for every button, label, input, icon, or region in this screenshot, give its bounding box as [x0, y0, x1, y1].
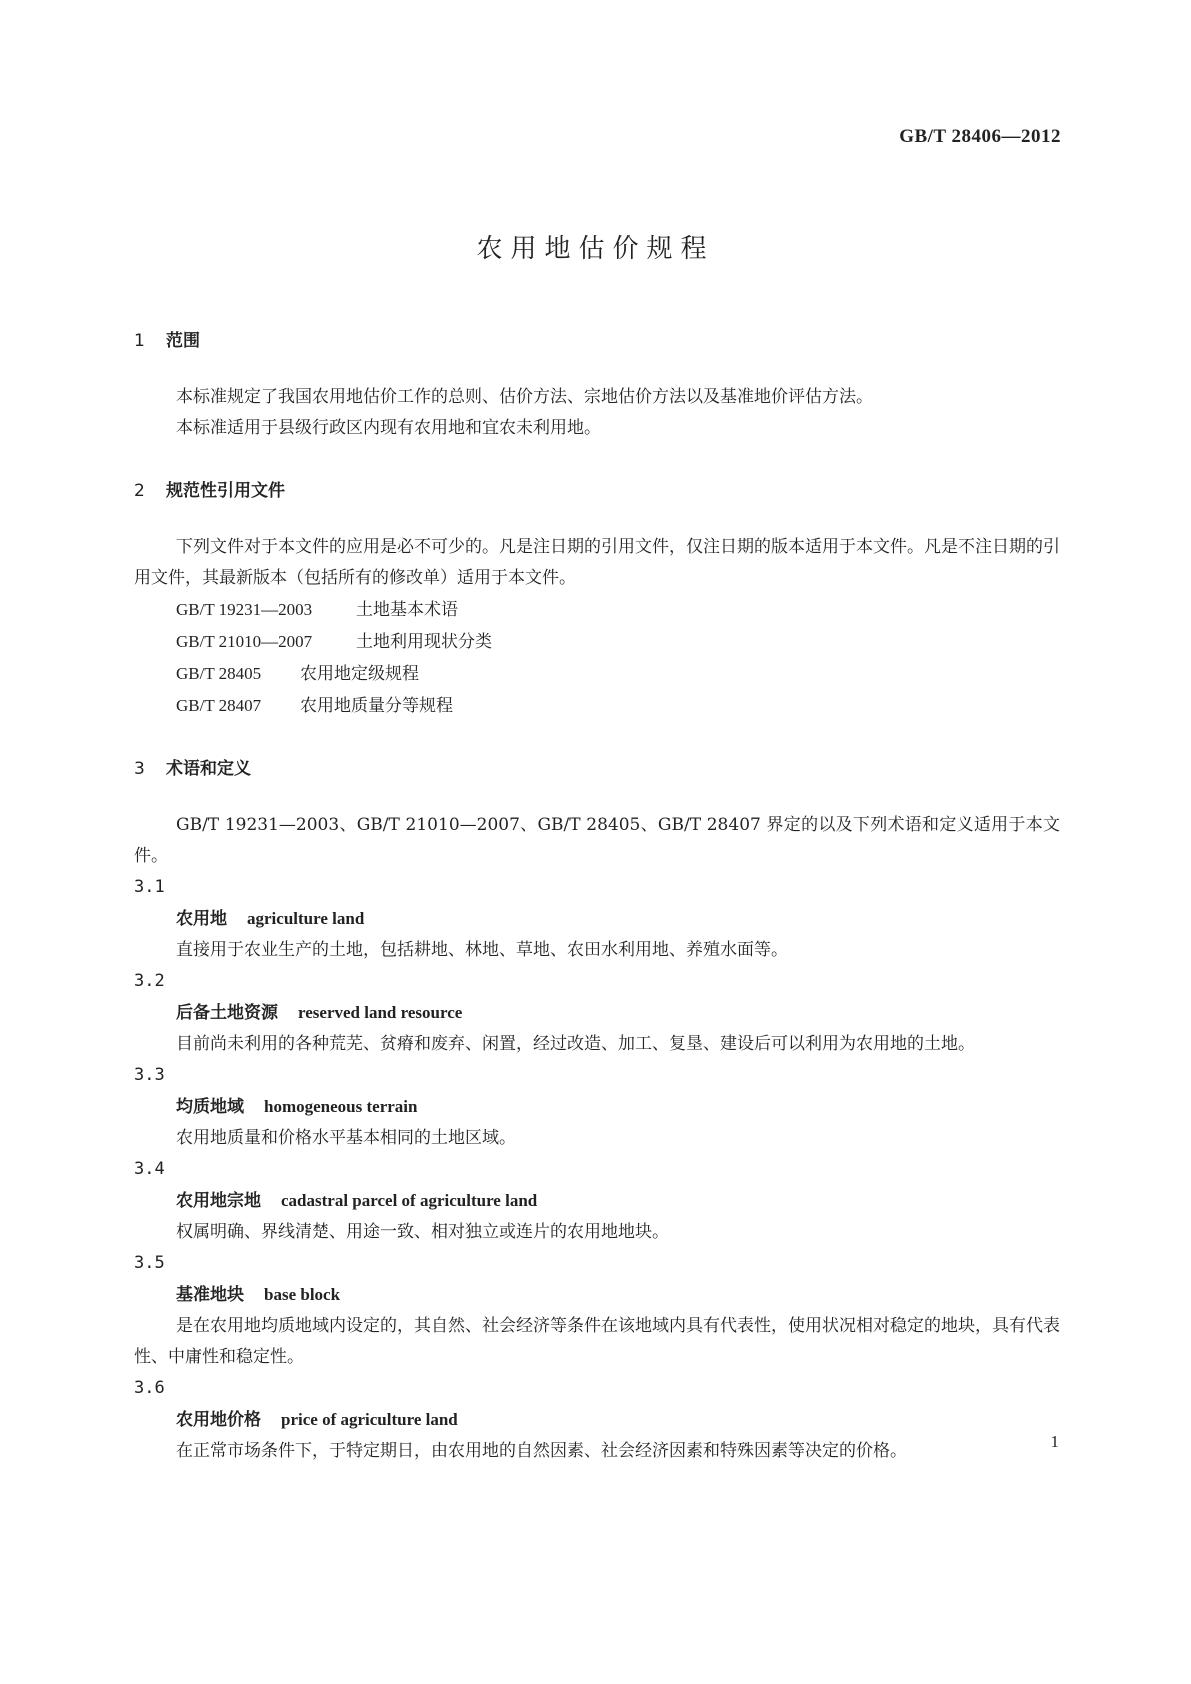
reference-code: GB/T 19231—2003 [176, 600, 313, 619]
term-chinese: 农用地 [176, 909, 227, 929]
term-number: 3.1 [134, 877, 165, 897]
term-name [134, 1404, 1060, 1436]
paragraph: 下列文件对于本文件的应用是必不可少的。凡是注日期的引用文件，仅注日期的版本适用于本文件。凡是不注日期的引用文件，其最新版本（包括所有的修改单）适用于本文件。 [134, 537, 1060, 588]
reference-item [134, 690, 1060, 722]
term-definition: 是在农用地均质地域内设定的，其自然、社会经济等条件在该地域内具有代表性，使用状况相对稳定的地块，具有代表性、中庸性和稳定性。 [134, 1316, 1060, 1367]
term-chinese: 后备土地资源 [176, 1003, 278, 1023]
term-name [134, 903, 1060, 935]
term-chinese: 农用地价格 [176, 1410, 261, 1430]
term-english: agriculture land [247, 909, 365, 928]
term-definition: 直接用于农业生产的土地，包括耕地、林地、草地、农田水利用地、养殖水面等。 [176, 940, 788, 960]
term-number: 3.6 [134, 1378, 165, 1398]
term-name [134, 1279, 1060, 1311]
paragraph: 本标准规定了我国农用地估价工作的总则、估价方法、宗地估价方法以及基准地价评估方法。 [176, 387, 873, 407]
reference-item [134, 658, 1060, 690]
reference-item [134, 626, 1060, 658]
reference-name: 农用地质量分等规程 [300, 696, 453, 716]
reference-item [134, 594, 1060, 626]
reference-code: GB/T 28407 [176, 696, 262, 715]
document-body [134, 330, 1060, 1467]
section-title: 范围 [166, 331, 200, 351]
term-number: 3.4 [134, 1159, 165, 1179]
term-name [134, 1091, 1060, 1123]
section-title: 规范性引用文件 [166, 481, 285, 501]
section-number: 1 [134, 331, 145, 351]
section-heading-scope [134, 330, 1060, 352]
term-number: 3.5 [134, 1253, 165, 1273]
term-definition: 在正常市场条件下，于特定期日，由农用地的自然因素、社会经济因素和特殊因素等决定的价格。 [176, 1441, 907, 1461]
reference-name: 土地基本术语 [356, 600, 458, 620]
term-name [134, 997, 1060, 1029]
term-definition: 目前尚未利用的各种荒芜、贫瘠和废弃、闲置，经过改造、加工、复垦、建设后可以利用为农用地的土地。 [176, 1034, 975, 1054]
reference-name: 农用地定级规程 [300, 664, 419, 684]
reference-name: 土地利用现状分类 [356, 632, 492, 652]
term-chinese: 农用地宗地 [176, 1191, 261, 1211]
term-english: homogeneous terrain [264, 1097, 418, 1116]
term-number: 3.2 [134, 971, 165, 991]
section-number: 3 [134, 759, 145, 779]
page-number: 1 [1050, 1432, 1059, 1451]
term-chinese: 基准地块 [176, 1285, 244, 1305]
term-english: reserved land resource [298, 1003, 463, 1022]
term-definition: 农用地质量和价格水平基本相同的土地区域。 [176, 1128, 516, 1148]
section-heading-terms-definitions [134, 758, 1060, 780]
section-number: 2 [134, 481, 145, 501]
term-name [134, 1185, 1060, 1217]
term-english: cadastral parcel of agriculture land [281, 1191, 538, 1210]
term-definition: 权属明确、界线清楚、用途一致、相对独立或连片的农用地地块。 [176, 1222, 669, 1242]
term-chinese: 均质地域 [176, 1097, 244, 1117]
paragraph: GB/T 19231—2003、GB/T 21010—2007、GB/T 28405、GB/T 28407 界定的以及下列术语和定义适用于本文件。 [134, 815, 1060, 866]
term-number: 3.3 [134, 1065, 165, 1085]
term-english: base block [264, 1285, 341, 1304]
section-title: 术语和定义 [166, 759, 251, 779]
paragraph: 本标准适用于县级行政区内现有农用地和宜农未利用地。 [176, 418, 601, 438]
term-english: price of agriculture land [281, 1410, 458, 1429]
reference-code: GB/T 28405 [176, 664, 262, 683]
document-title: 农用地估价规程 [476, 234, 715, 264]
reference-code: GB/T 21010—2007 [176, 632, 313, 651]
standard-number: GB/T 28406—2012 [899, 126, 1061, 147]
section-heading-normative-references [134, 480, 1060, 502]
